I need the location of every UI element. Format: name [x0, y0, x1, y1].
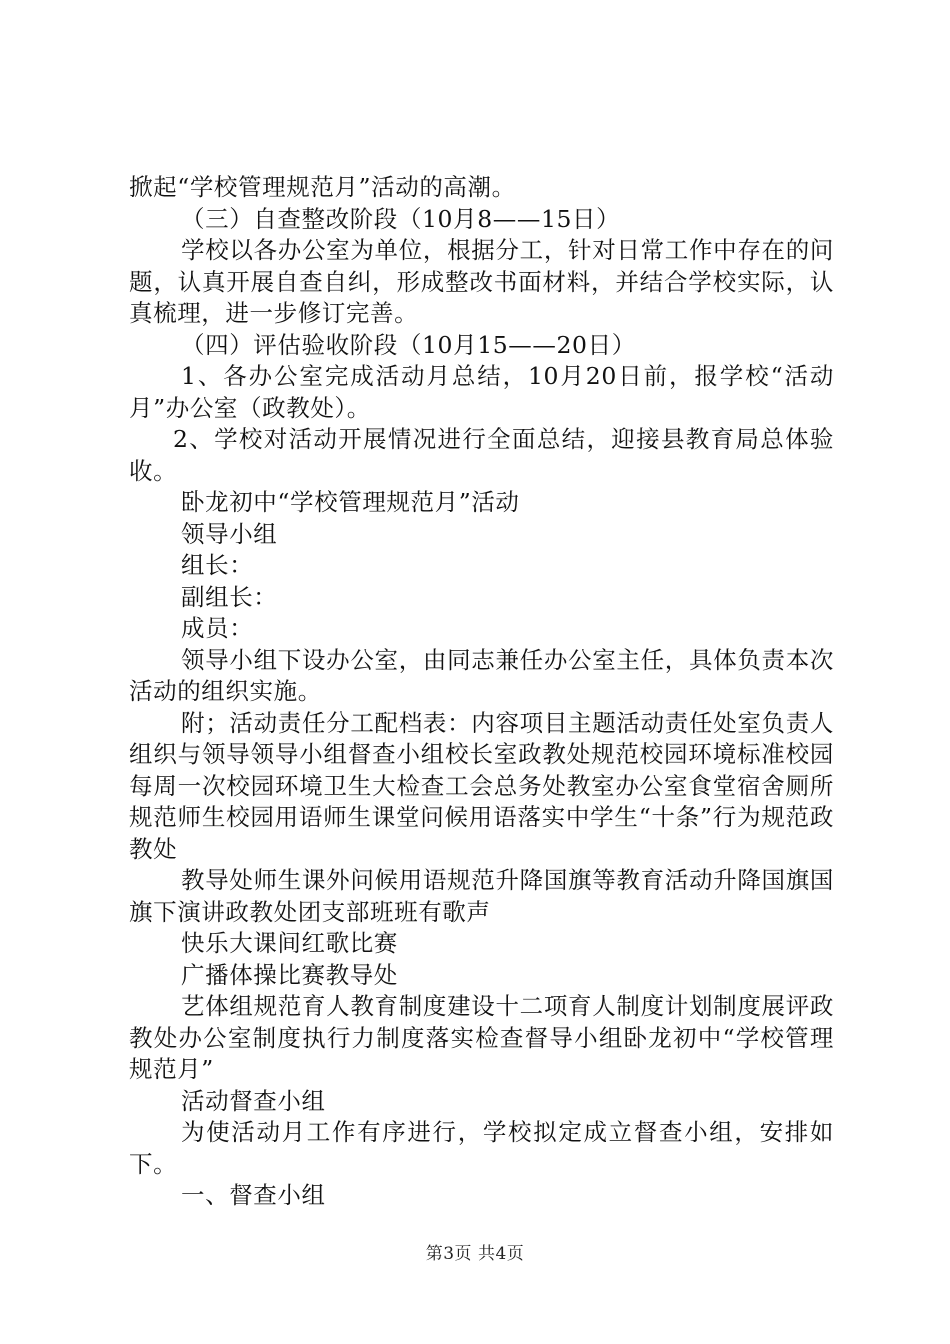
group-leader-line: 组长： — [181, 551, 254, 579]
supervision-group-title: 活动督查小组 — [181, 1086, 326, 1115]
group-title-line-2: 领导小组 — [181, 519, 278, 548]
paragraph-greeting-flag: 教导处师生课外问候用语规范升降国旗等教育活动升降国旗国旗下演讲政教处团支部班班有歌声 — [129, 866, 834, 926]
paragraph-red-song: 快乐大课间红歌比赛 — [181, 929, 398, 957]
page-number-footer: 第3页 共4页 — [425, 1244, 525, 1264]
group-deputy-leader-line: 副组长： — [181, 582, 278, 611]
section-heading-evaluation: （四）评估验收阶段（10月15——20日） — [181, 330, 636, 359]
paragraph-broadcast-exercise: 广播体操比赛教导处 — [181, 960, 398, 989]
paragraph-self-inspection: 学校以各办公室为单位，根据分工，针对日常工作中存在的问题，认真开展自查自纠，形成整改书面材料，并结合学校实际，认真梳理，进一步修订完善。 — [129, 236, 834, 327]
paragraph-office-setup: 领导小组下设办公室，由同志兼任办公室主任，具体负责本次活动的组织实施。 — [129, 645, 834, 705]
paragraph-evaluation-1: 1、各办公室完成活动月总结，10月20日前，报学校“活动月”办公室（政教处）。 — [129, 362, 834, 422]
group-title-line-1: 卧龙初中“学校管理规范月”活动 — [181, 488, 520, 516]
paragraph-continuation: 掀起“学校管理规范月”活动的高潮。 — [129, 173, 516, 201]
paragraph-responsibility-table: 附；活动责任分工配档表：内容项目主题活动责任处室负责人组织与领导领导小组督查小组校长室政教处规范校园环境标准校园每周一次校园环境卫生大检查工会总务处教室办公室食堂宿舍厕所规范师生校园用语师生课堂问候用语落实中学生“十条”行为规范政教处 — [129, 708, 834, 863]
group-members-line: 成员： — [181, 614, 254, 642]
section-heading-supervision-group: 一、督查小组 — [181, 1181, 326, 1209]
document-body — [129, 172, 834, 1212]
paragraph-system-building: 艺体组规范育人教育制度建设十二项育人制度计划制度展评政教处办公室制度执行力制度落实检查督导小组卧龙初中“学校管理规范月” — [129, 992, 834, 1083]
section-heading-self-inspection: （三）自查整改阶段（10月8——15日） — [181, 204, 621, 233]
paragraph-evaluation-2: 2、学校对活动开展情况进行全面总结，迎接县教育局总体验收。 — [129, 425, 834, 485]
paragraph-supervision-intro: 为使活动月工作有序进行，学校拟定成立督查小组，安排如下。 — [129, 1118, 834, 1178]
